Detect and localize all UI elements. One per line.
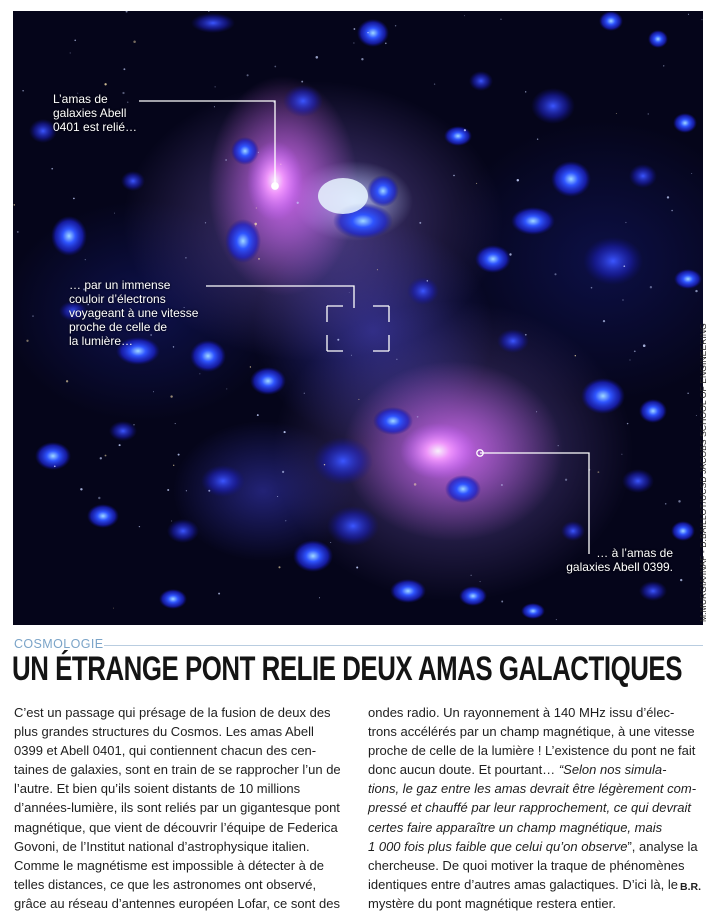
radio-source [51, 216, 87, 256]
callout-line: la lumière… [69, 334, 134, 348]
callout-line: galaxies Abell 0399. [566, 560, 673, 574]
star [417, 416, 419, 418]
radio-source [511, 207, 555, 235]
star [105, 455, 107, 457]
radio-source [674, 269, 702, 289]
radio-source [673, 113, 697, 133]
star [597, 471, 599, 473]
star [358, 399, 359, 400]
star [621, 454, 622, 455]
star [126, 11, 128, 13]
star [500, 19, 501, 20]
star [702, 19, 703, 20]
star [627, 423, 628, 424]
star [625, 222, 626, 223]
radio-source [313, 437, 373, 485]
quote-line: tions, le gaz entre les amas devrait être légèrement com- [368, 781, 697, 797]
radio-source [599, 11, 623, 31]
star [226, 388, 227, 389]
star [257, 414, 259, 416]
star [185, 257, 187, 259]
body-line [368, 760, 691, 779]
star [634, 350, 636, 352]
radio-source [639, 399, 667, 423]
star [554, 273, 556, 275]
star [696, 415, 697, 416]
radio-source [357, 19, 389, 47]
abell-0399-core [400, 423, 476, 479]
star [113, 608, 114, 609]
radio-source [201, 465, 245, 497]
star [630, 360, 631, 361]
radio-source [444, 126, 472, 146]
star [643, 344, 646, 347]
radio-source [373, 407, 413, 435]
callout-bridge [69, 278, 198, 348]
star [186, 490, 187, 491]
article-column-right [368, 703, 698, 913]
star [453, 175, 454, 176]
star [218, 593, 220, 595]
body-line: taines de galaxies, sont en train de se rapprocher l’un de [14, 762, 341, 778]
body-line: proche de celle de la lumière ! L’existence du pont ne fait [368, 743, 696, 759]
section-rule [104, 645, 703, 646]
star [663, 65, 664, 66]
star [353, 28, 355, 30]
radio-source [497, 329, 529, 353]
radio-source [87, 504, 119, 528]
star [591, 287, 593, 289]
star [648, 113, 649, 114]
callout-line: 0401 est relié… [53, 120, 138, 134]
star [26, 340, 28, 342]
radio-source [167, 519, 199, 543]
body-line: chercheuse. De quoi motiver la traque de phénomènes [368, 857, 685, 873]
star [258, 258, 260, 260]
star [678, 500, 680, 502]
callout-abell-0399 [533, 546, 673, 574]
star [285, 520, 286, 521]
radio-source [293, 540, 333, 572]
star [476, 183, 477, 184]
star [565, 479, 567, 481]
star [695, 290, 697, 292]
radio-source [639, 581, 667, 601]
radio-source [327, 506, 379, 546]
star [98, 497, 100, 499]
radio-source [191, 13, 235, 33]
callout-line: galaxies Abell [53, 106, 127, 120]
star [525, 334, 527, 336]
radio-source [283, 85, 323, 117]
star [214, 106, 215, 107]
body-line: ondes radio. Un rayonnement à 140 MHz issu d’élec- [368, 705, 675, 720]
radio-source [109, 421, 137, 441]
radio-source [390, 579, 426, 603]
callout-abell-0401 [53, 92, 137, 134]
radio-source [445, 475, 481, 503]
star [427, 280, 428, 281]
star [51, 168, 53, 170]
star [356, 566, 358, 568]
body-line: magnétique, que vient de découvrir l’équipe de Federica [14, 819, 338, 835]
star [32, 315, 34, 317]
star [225, 159, 227, 161]
star [119, 444, 121, 446]
star [361, 58, 363, 60]
body-text: donc aucun doute. Et pourtant… [368, 762, 559, 778]
star [622, 299, 623, 300]
star [349, 292, 350, 293]
body-line: Comme le magnétisme est impossible à détecter à de [14, 857, 324, 873]
star [282, 471, 284, 473]
star [250, 366, 251, 367]
article-headline: UN ÉTRANGE PONT RELIE DEUX AMAS GALACTIQUES [12, 650, 682, 688]
star [100, 457, 102, 459]
star [324, 464, 325, 465]
star [351, 355, 352, 356]
star [536, 411, 537, 412]
radio-source [159, 589, 187, 609]
star [603, 320, 605, 322]
star [139, 526, 140, 527]
callout-line: proche de celle de [69, 320, 168, 334]
star [434, 83, 435, 84]
radio-source [250, 367, 286, 395]
star [255, 225, 256, 226]
body-line [368, 837, 698, 856]
author-signature: B.R. [680, 881, 701, 893]
star [464, 129, 466, 131]
star [667, 196, 669, 198]
star [284, 431, 286, 433]
radio-source [121, 171, 145, 191]
star [680, 579, 682, 581]
star [14, 204, 15, 205]
star [471, 575, 472, 576]
radio-image [13, 11, 703, 625]
body-line: 0399 et Abell 0401, qui contiennent chacun des cen- [14, 743, 317, 759]
star [153, 391, 154, 392]
star [133, 424, 134, 425]
quote-text: 1 000 fois plus faible que celui qu’on observe [368, 838, 628, 854]
star [274, 66, 276, 68]
star [22, 90, 23, 91]
star [278, 566, 280, 568]
star [377, 269, 378, 270]
star [665, 503, 667, 505]
callout-line: … à l’amas de [596, 546, 673, 560]
star [687, 393, 688, 394]
star [385, 42, 387, 44]
bright-radio-source [318, 178, 368, 214]
radio-source [581, 378, 625, 414]
star [671, 210, 673, 212]
quote-line: pressé et chauffé par leur rapprochement, ce qui devrait [368, 800, 692, 816]
star [337, 339, 339, 341]
star [623, 265, 625, 267]
star [525, 91, 526, 92]
article-column-left [14, 703, 341, 913]
body-line: plus grandes structures du Cosmos. Les amas Abell [14, 724, 314, 740]
star [395, 25, 396, 26]
body-line: mystère du pont magnétique restera entier. [368, 895, 616, 911]
star [330, 542, 331, 543]
radio-source [521, 603, 545, 619]
bridge-marker [327, 306, 389, 351]
star [170, 395, 172, 397]
star [575, 355, 576, 356]
star [208, 490, 210, 492]
star [54, 465, 56, 467]
callout-line: voyageant à une vitesse [69, 306, 199, 320]
star [501, 484, 503, 486]
star [85, 259, 86, 260]
radio-source [475, 245, 511, 273]
star [175, 423, 176, 424]
callout-line: L’amas de [53, 92, 108, 106]
callout-line: couloir d’électrons [69, 292, 166, 306]
star [114, 213, 115, 214]
body-line: d’années-lumière, ils sont reliés par un gigantesque pont [14, 800, 340, 816]
star [171, 520, 172, 521]
star [616, 113, 617, 114]
star [319, 597, 320, 598]
star [301, 81, 303, 83]
star [464, 15, 465, 16]
star [70, 52, 71, 53]
star [215, 86, 216, 87]
star [205, 222, 206, 223]
star [173, 465, 174, 466]
section-label: COSMOLOGIE [14, 637, 104, 651]
star [277, 496, 278, 497]
radio-source [35, 442, 71, 470]
star [509, 253, 511, 255]
radio-source [648, 30, 668, 48]
star [396, 359, 397, 360]
star [419, 222, 421, 224]
star [74, 40, 76, 42]
radio-source [459, 586, 487, 606]
star [254, 223, 257, 226]
radio-source [407, 277, 439, 305]
star [104, 83, 106, 85]
star [73, 198, 75, 200]
star [167, 489, 169, 491]
body-line: C’est un passage qui présage de la fusion de deux des [14, 705, 331, 720]
body-line: grâce au réseau d’antennes européen Lofar, ce sont des [14, 895, 340, 911]
star [650, 286, 652, 288]
star [17, 231, 19, 233]
callout-line: … par un immense [69, 278, 171, 292]
star [501, 601, 503, 603]
radio-source [671, 521, 695, 541]
body-text: ”, analyse la [627, 838, 698, 854]
star [688, 14, 689, 15]
star [353, 42, 354, 43]
star [367, 32, 369, 33]
body-line: trons accélérés par un champ magnétique, à une vitesse [368, 724, 695, 740]
star [556, 619, 557, 620]
radio-source [551, 161, 591, 197]
radio-source [561, 521, 585, 541]
body-line: identiques entre d’autres amas galactiques. D’ici là, le [368, 876, 679, 892]
quote-line: certes faire apparaître un champ magnétique, mais [368, 819, 663, 835]
star [133, 40, 136, 43]
body-line: telles distances, ce que les astronomes ont observé, [14, 876, 317, 892]
radio-source [583, 237, 643, 285]
radio-source [531, 88, 575, 124]
quote-text: “Selon nos simula- [558, 762, 667, 778]
radio-source [367, 175, 399, 207]
star [304, 393, 305, 394]
star [537, 138, 538, 139]
star [480, 581, 481, 582]
radio-source [622, 469, 654, 493]
star [316, 56, 319, 59]
star [123, 68, 125, 70]
star [66, 380, 68, 382]
photo-credit: M.MURGIA/INAF - D.BAILLOT/UCSD JACOBS SCHOOL OF ENGINEERING [698, 323, 708, 622]
star [208, 11, 210, 12]
star [80, 488, 82, 490]
body-line: l’autre. Et bien qu’ils soient distants de 10 millions [14, 781, 301, 797]
star [414, 483, 417, 486]
body-line: Govoni, de l’Institut national d’astrophysique italien. [14, 838, 310, 854]
star [558, 445, 559, 446]
radio-source [469, 71, 493, 91]
star [691, 173, 692, 174]
star [517, 179, 519, 181]
star [200, 374, 201, 375]
radio-source [629, 164, 657, 188]
star [178, 454, 180, 456]
star [247, 74, 249, 76]
